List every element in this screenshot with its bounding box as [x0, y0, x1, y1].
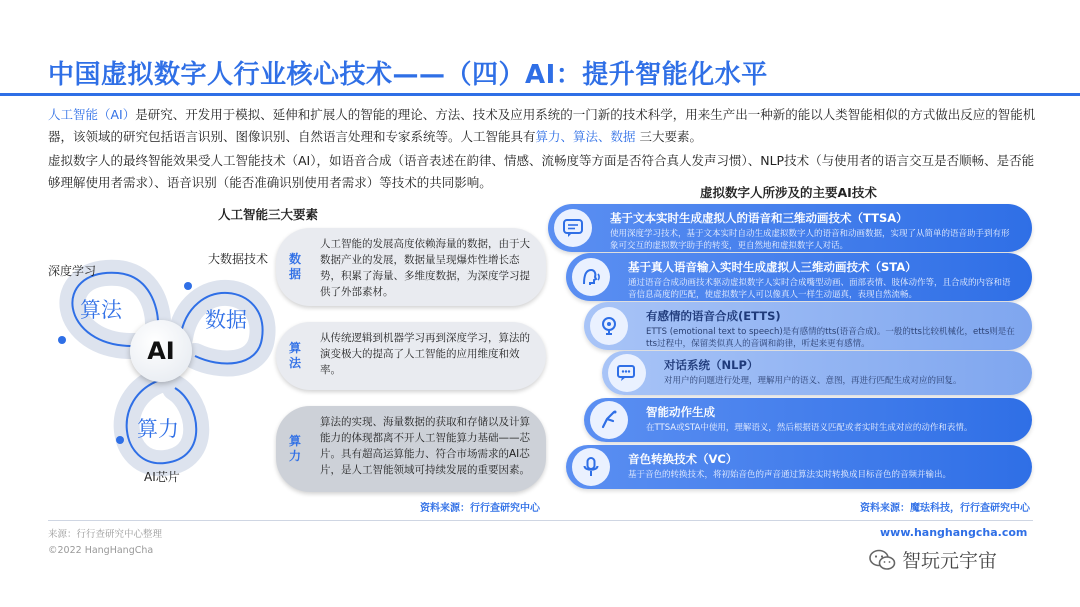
footer-info	[48, 527, 162, 559]
element-tag: 算法	[288, 341, 301, 370]
tech-name: 基于真人语音输入实时生成虚拟人三维动画技术（STA）	[628, 260, 917, 274]
speaking-head-icon	[572, 258, 610, 296]
tech-name: 有感情的语音合成(ETTS)	[646, 309, 781, 323]
intro-paragraph-1	[48, 104, 1038, 148]
element-text: 算法的实现、海量数据的获取和存储以及计算能力的体现都离不开人工智能算力基础——芯片。具有超高运算能力、符合市场需求的AI芯片，是人工智能领域可持续发展的重要因素。	[320, 416, 530, 476]
tech-item-sta	[566, 253, 1032, 301]
tech-name: 基于文本实时生成虚拟人的语音和三维动画技术（TTSA）	[610, 211, 908, 225]
tech-item-vc	[566, 445, 1032, 489]
label-deep-learning: 深度学习	[48, 264, 97, 278]
source-right: 资料来源：魔珐科技，行行查研究中心	[860, 503, 1030, 514]
emotion-voice-icon	[590, 307, 628, 345]
tech-name: 音色转换技术（VC）	[628, 452, 738, 466]
tech-name: 对话系统（NLP）	[664, 358, 759, 372]
tech-name: 智能动作生成	[646, 405, 715, 419]
petal-label-compute: 算力	[137, 417, 179, 441]
tech-desc: 在TTSA或STA中使用，理解语义，然后根据语义匹配或者实时生成对应的动作和表情。	[646, 423, 973, 433]
wechat-watermark	[868, 546, 997, 573]
tech-desc: 通过语音合成动画技术驱动虚拟数字人实时合成嘴型动画、面部表情、肢体动作等，且合成的内容和语音信息高度的匹配，使虚拟数字人可以像真人一样生动逼真，表现自然流畅。	[628, 278, 1011, 300]
label-big-data: 大数据技术	[208, 252, 269, 266]
tech-item-motion	[584, 398, 1032, 442]
element-text: 人工智能的发展高度依赖海量的数据，由于大数据产业的发展，数据量呈现爆炸性增长态势，积累了海量、多维度数据，为深度学习提供了外部素材。	[320, 238, 530, 298]
dialogue-icon	[608, 354, 646, 392]
tech-desc: 使用深度学习技术，基于文本实时自动生成虚拟数字人的语音和动画数据，实现了从简单的语音助手到有形象可交互的虚拟数字助手的转变，更自然地和虚拟数字人对话。	[610, 229, 1010, 251]
ai-core-circle: AI	[130, 320, 192, 382]
element-card-compute	[276, 406, 546, 492]
element-card-data	[276, 228, 546, 306]
tech-list-title: 虚拟数字人所涉及的主要AI技术	[700, 185, 877, 200]
footer-rule	[48, 520, 1033, 521]
petal-label-data: 数据	[205, 308, 247, 332]
footer-url-link[interactable]: www.hanghangcha.com	[880, 526, 1028, 539]
element-text: 从传统逻辑到机器学习再到深度学习，算法的演变极大的提高了人工智能的应用维度和效率。	[320, 332, 530, 376]
element-card-algorithm	[276, 322, 546, 390]
label-ai-chip: AI芯片	[144, 470, 180, 484]
element-tag: 数据	[288, 252, 301, 281]
tech-desc: 基于音色的转换技术，将初始音色的声音通过算法实时转换成目标音色的音频并输出。	[628, 470, 952, 480]
microphone-icon	[572, 448, 610, 486]
title-rule	[0, 93, 1080, 96]
tech-item-ttsa	[548, 204, 1032, 252]
tech-item-nlp	[602, 351, 1032, 395]
footer-source: 来源：行行查研究中心整理	[48, 529, 163, 540]
intro-paragraph-2: 虚拟数字人的最终智能效果受人工智能技术（AI），如语音合成（语音表述在韵律、情感、流畅度等方面是否符合真人发声习惯）、NLP技术（与使用者的语言交互是否顺畅、是否能够理解使用者需求）、语音识别（能否准确识别使用者需求）等技术的共同影响。	[48, 153, 1035, 190]
intro-text-1-end: 三大要素。	[639, 129, 703, 144]
tech-item-etts	[584, 302, 1032, 350]
intro-text-1: 是研究、开发用于模拟、延伸和扩展人的智能的理论、方法、技术及应用系统的一门新的技术科学，用来生产出一种新的能以人类智能相似的方式做出反应的智能机器，该领域的研究包括语言识别、图像识别、自然语言处理和专家系统等。人工智能具有	[48, 107, 1036, 144]
tech-desc: ETTS (emotional text to speech)是有感情的tts(语音合成)。一般的tts比较机械化，etts则是在tts过程中，保留类似真人的音调和韵律，听起来更有感情。	[646, 327, 1015, 349]
ai-term: 人工智能（AI）	[48, 107, 136, 122]
wechat-account-name: 智玩元宇宙	[902, 550, 998, 572]
page-title: 中国虚拟数字人行业核心技术——（四）AI：提升智能化水平	[48, 60, 768, 90]
venn-title: 人工智能三大要素	[218, 207, 319, 222]
chat-bubble-icon	[554, 209, 592, 247]
wechat-icon	[868, 548, 896, 572]
ai-elements-diagram	[40, 228, 280, 493]
element-tag: 算力	[288, 434, 301, 463]
petal-label-algorithm: 算法	[80, 298, 122, 322]
source-left: 资料来源：行行查研究中心	[420, 503, 540, 514]
three-elements-term: 算力、算法、数据	[535, 129, 636, 144]
gesture-icon	[590, 401, 628, 439]
tech-desc: 对用户的问题进行处理，理解用户的语义、意图，再进行匹配生成对应的回复。	[664, 376, 962, 386]
footer-copyright: ©2022 HangHangCha	[48, 545, 154, 556]
